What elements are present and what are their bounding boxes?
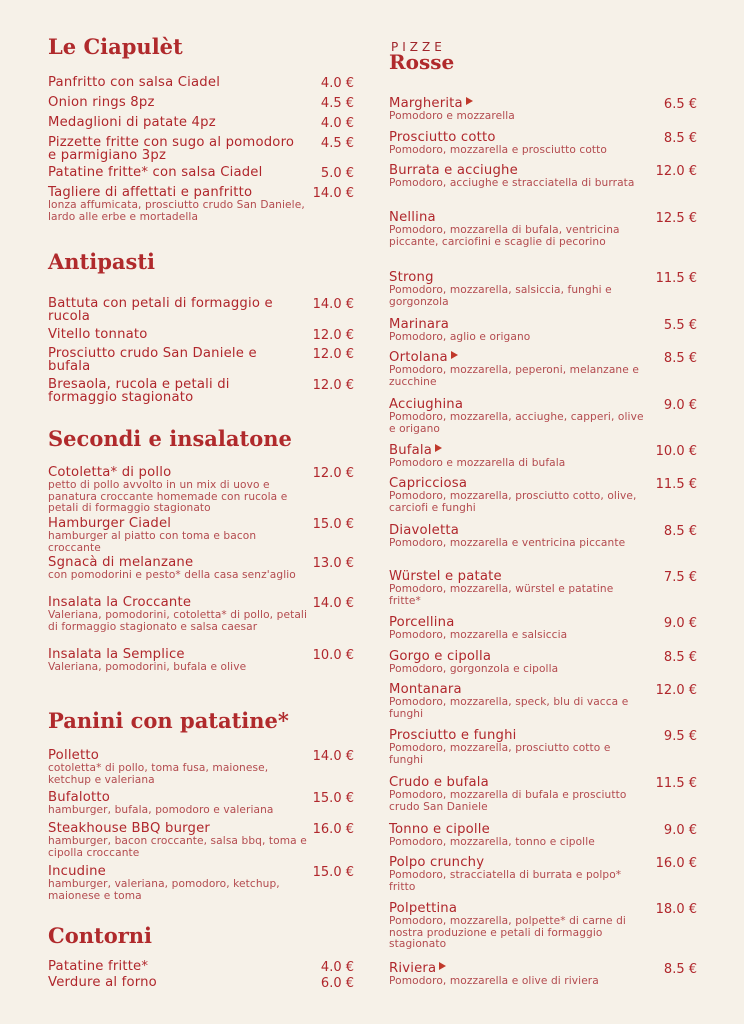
item-name: Diavoletta <box>389 523 459 538</box>
item-name: Porcellina <box>389 615 455 630</box>
item-name: Verdure al forno <box>48 975 157 990</box>
item-name: Patatine fritte* con salsa Ciadel <box>48 165 263 180</box>
menu-item <box>48 116 358 129</box>
menu-item <box>389 524 699 550</box>
item-price: 10.0 € <box>312 648 354 663</box>
item-description: Pomodoro e mozzarella di bufala <box>389 457 566 469</box>
menu-item <box>48 166 358 179</box>
item-price: 8.5 € <box>663 524 697 539</box>
item-name: Riviera <box>389 961 437 976</box>
menu-item <box>48 96 358 109</box>
menu-item <box>389 477 699 514</box>
menu-item <box>48 822 358 859</box>
item-price: 11.5 € <box>655 477 697 492</box>
item-name: Gorgo e cipolla <box>389 649 492 664</box>
item-name: Onion rings 8pz <box>48 95 155 110</box>
item-description: Pomodoro, mozzarella, tonno e cipolle <box>389 836 595 848</box>
item-description: Pomodoro, stracciatella di burrata e polpo* fritto <box>389 869 622 893</box>
section-title-rosse: Rosse <box>389 50 455 74</box>
item-description: Pomodoro, mozzarella, prosciutto cotto e funghi <box>389 742 611 766</box>
menu-item <box>389 398 699 435</box>
item-name: Battuta con petali di formaggio e rucola <box>48 296 273 324</box>
menu-item <box>48 791 358 817</box>
item-price: 9.0 € <box>663 823 697 838</box>
item-name: Patatine fritte* <box>48 959 149 974</box>
item-name: Burrata e acciughe <box>389 163 518 178</box>
item-description: Pomodoro, mozzarella, acciughe, capperi, olive e origano <box>389 411 644 435</box>
menu-item <box>389 271 699 308</box>
item-name: Würstel e patate <box>389 569 502 584</box>
item-description: Pomodoro e mozzarella <box>389 110 515 122</box>
item-name: Prosciutto crudo San Daniele e bufala <box>48 346 257 374</box>
item-name: Montanara <box>389 682 462 697</box>
item-name: Acciughina <box>389 397 464 412</box>
item-price: 4.0 € <box>320 116 354 131</box>
item-description: hamburger, bacon croccante, salsa bbq, toma e cipolla croccante <box>48 835 307 859</box>
menu-item <box>48 596 358 633</box>
item-name: Nellina <box>389 210 436 225</box>
item-name: Margherita <box>389 96 463 111</box>
item-name: Medaglioni di patate 4pz <box>48 115 216 130</box>
item-name: Bufalotto <box>48 790 111 805</box>
item-description: Pomodoro, mozzarella, peperoni, melanzane e zucchine <box>389 364 639 388</box>
item-price: 4.5 € <box>320 96 354 111</box>
item-price: 5.5 € <box>663 318 697 333</box>
item-price: 5.0 € <box>320 166 354 181</box>
menu-item <box>389 616 699 642</box>
menu-item <box>48 328 358 341</box>
item-name: Tonno e cipolle <box>389 822 490 837</box>
item-description: Pomodoro, mozzarella e ventricina piccante <box>389 537 626 549</box>
menu-item <box>48 865 358 902</box>
menu-item <box>48 976 358 989</box>
item-description: Pomodoro, acciughe e stracciatella di burrata <box>389 177 635 189</box>
item-name: Polletto <box>48 748 100 763</box>
item-price: 15.0 € <box>312 865 354 880</box>
item-name: Capricciosa <box>389 476 468 491</box>
item-price: 8.5 € <box>663 351 697 366</box>
item-name: Insalata la Semplice <box>48 647 185 662</box>
item-price: 6.5 € <box>663 97 697 112</box>
item-description: hamburger, bufala, pomodoro e valeriana <box>48 804 274 816</box>
item-price: 13.0 € <box>312 556 354 571</box>
item-description: petto di pollo avvolto in un mix di uovo e panatura croccante homemade con rucola e petali di formaggio stagionato <box>48 479 288 514</box>
menu-item <box>389 683 699 720</box>
item-name: Ortolana <box>389 350 448 365</box>
menu-item <box>389 131 699 157</box>
item-name: Bufala <box>389 443 433 458</box>
item-name: Insalata la Croccante <box>48 595 192 610</box>
item-price: 12.0 € <box>312 347 354 362</box>
item-name: Prosciutto e funghi <box>389 728 517 743</box>
section-title-contorni: Contorni <box>48 923 153 948</box>
item-name: Vitello tonnato <box>48 327 148 342</box>
item-price: 10.0 € <box>655 444 697 459</box>
red-flag-icon <box>451 351 458 359</box>
menu-item <box>389 729 699 766</box>
item-price: 4.5 € <box>320 136 354 151</box>
menu-item <box>48 749 358 786</box>
item-description: Valeriana, pomodorini, bufala e olive <box>48 661 247 673</box>
menu-item <box>389 570 699 607</box>
item-name: Tagliere di affettati e panfritto <box>48 185 253 200</box>
menu-item <box>389 164 699 190</box>
item-price: 8.5 € <box>663 131 697 146</box>
item-price: 18.0 € <box>655 902 697 917</box>
menu-item <box>48 648 358 674</box>
item-name: Bresaola, rucola e petali di formaggio stagionato <box>48 377 230 405</box>
item-description: Pomodoro, gorgonzola e cipolla <box>389 663 559 675</box>
item-price: 14.0 € <box>312 186 354 201</box>
item-name: Marinara <box>389 317 450 332</box>
item-description: Pomodoro, mozzarella, würstel e patatine fritte* <box>389 583 614 607</box>
item-description: hamburger al piatto con toma e bacon croccante <box>48 530 257 554</box>
menu-item <box>48 517 358 554</box>
item-price: 12.0 € <box>312 466 354 481</box>
menu-item <box>389 962 699 988</box>
item-description: Pomodoro, mozzarella e olive di riviera <box>389 975 599 987</box>
menu-item <box>48 378 358 404</box>
item-price: 12.0 € <box>655 164 697 179</box>
item-description: Pomodoro, mozzarella, speck, blu di vacca e funghi <box>389 696 629 720</box>
menu-item <box>48 186 358 223</box>
pizze-label: PIZZE <box>391 40 446 54</box>
item-price: 9.0 € <box>663 398 697 413</box>
item-name: Steakhouse BBQ burger <box>48 821 211 836</box>
section-title-panini: Panini con patatine* <box>48 708 289 733</box>
item-name: Strong <box>389 270 434 285</box>
item-price: 12.5 € <box>655 211 697 226</box>
item-price: 8.5 € <box>663 650 697 665</box>
item-description: Pomodoro, mozzarella, polpette* di carne di nostra produzione e petali di formaggio stagionato <box>389 915 626 950</box>
menu-item <box>389 318 699 344</box>
section-title-ciapulet: Le Ciapulèt <box>48 34 183 59</box>
item-price: 11.5 € <box>655 271 697 286</box>
item-name: Prosciutto cotto <box>389 130 496 145</box>
item-description: Pomodoro, mozzarella di bufala e prosciutto crudo San Daniele <box>389 789 627 813</box>
menu-item <box>389 650 699 676</box>
section-title-secondi: Secondi e insalatone <box>48 426 292 451</box>
menu-item <box>389 444 699 470</box>
item-price: 11.5 € <box>655 776 697 791</box>
section-title-antipasti: Antipasti <box>48 249 156 274</box>
item-name: Polpettina <box>389 901 458 916</box>
item-description: Pomodoro, mozzarella, prosciutto cotto, olive, carciofi e funghi <box>389 490 637 514</box>
item-name: Pizzette fritte con sugo al pomodoro e parmigiano 3pz <box>48 135 295 163</box>
menu-item <box>48 136 358 162</box>
item-name: Sgnacà di melanzane <box>48 555 194 570</box>
menu-item <box>48 960 358 973</box>
item-description: Pomodoro, aglio e origano <box>389 331 531 343</box>
item-price: 14.0 € <box>312 749 354 764</box>
item-description: Pomodoro, mozzarella, salsiccia, funghi e gorgonzola <box>389 284 612 308</box>
item-price: 6.0 € <box>320 976 354 991</box>
menu-item <box>389 211 699 248</box>
item-price: 9.0 € <box>663 616 697 631</box>
menu-item <box>48 556 358 582</box>
item-description: cotoletta* di pollo, toma fusa, maionese, ketchup e valeriana <box>48 762 269 786</box>
red-flag-icon <box>466 97 473 105</box>
item-price: 16.0 € <box>655 856 697 871</box>
item-price: 12.0 € <box>312 378 354 393</box>
item-description: hamburger, valeriana, pomodoro, ketchup, maionese e toma <box>48 878 280 902</box>
item-price: 12.0 € <box>312 328 354 343</box>
item-name: Hamburger Ciadel <box>48 516 172 531</box>
item-price: 9.5 € <box>663 729 697 744</box>
menu-item <box>389 823 699 849</box>
item-price: 14.0 € <box>312 297 354 312</box>
item-price: 15.0 € <box>312 791 354 806</box>
item-price: 4.0 € <box>320 76 354 91</box>
item-description: Pomodoro, mozzarella e salsiccia <box>389 629 568 641</box>
item-name: Panfritto con salsa Ciadel <box>48 75 221 90</box>
item-price: 12.0 € <box>655 683 697 698</box>
item-description: lonza affumicata, prosciutto crudo San Daniele, lardo alle erbe e mortadella <box>48 199 305 223</box>
item-price: 4.0 € <box>320 960 354 975</box>
menu-item <box>389 351 699 388</box>
item-price: 16.0 € <box>312 822 354 837</box>
menu-item <box>48 297 358 323</box>
menu-item <box>389 97 699 123</box>
red-flag-icon <box>435 444 442 452</box>
item-description: Pomodoro, mozzarella di bufala, ventricina piccante, carciofini e scaglie di pecorino <box>389 224 620 248</box>
menu-item <box>389 856 699 893</box>
item-name: Cotoletta* di pollo <box>48 465 172 480</box>
item-name: Crudo e bufala <box>389 775 489 790</box>
item-name: Incudine <box>48 864 106 879</box>
menu-item <box>389 776 699 813</box>
menu-item <box>389 902 699 951</box>
item-price: 14.0 € <box>312 596 354 611</box>
item-price: 7.5 € <box>663 570 697 585</box>
item-price: 15.0 € <box>312 517 354 532</box>
item-description: Valeriana, pomodorini, cotoletta* di pollo, petali di formaggio stagionato e salsa caesar <box>48 609 307 633</box>
menu-item <box>48 76 358 89</box>
menu-item <box>48 347 358 373</box>
item-price: 8.5 € <box>663 962 697 977</box>
item-description: con pomodorini e pesto* della casa senz'aglio <box>48 569 296 581</box>
red-flag-icon <box>439 962 446 970</box>
item-name: Polpo crunchy <box>389 855 485 870</box>
menu-item <box>48 466 358 515</box>
item-description: Pomodoro, mozzarella e prosciutto cotto <box>389 144 608 156</box>
